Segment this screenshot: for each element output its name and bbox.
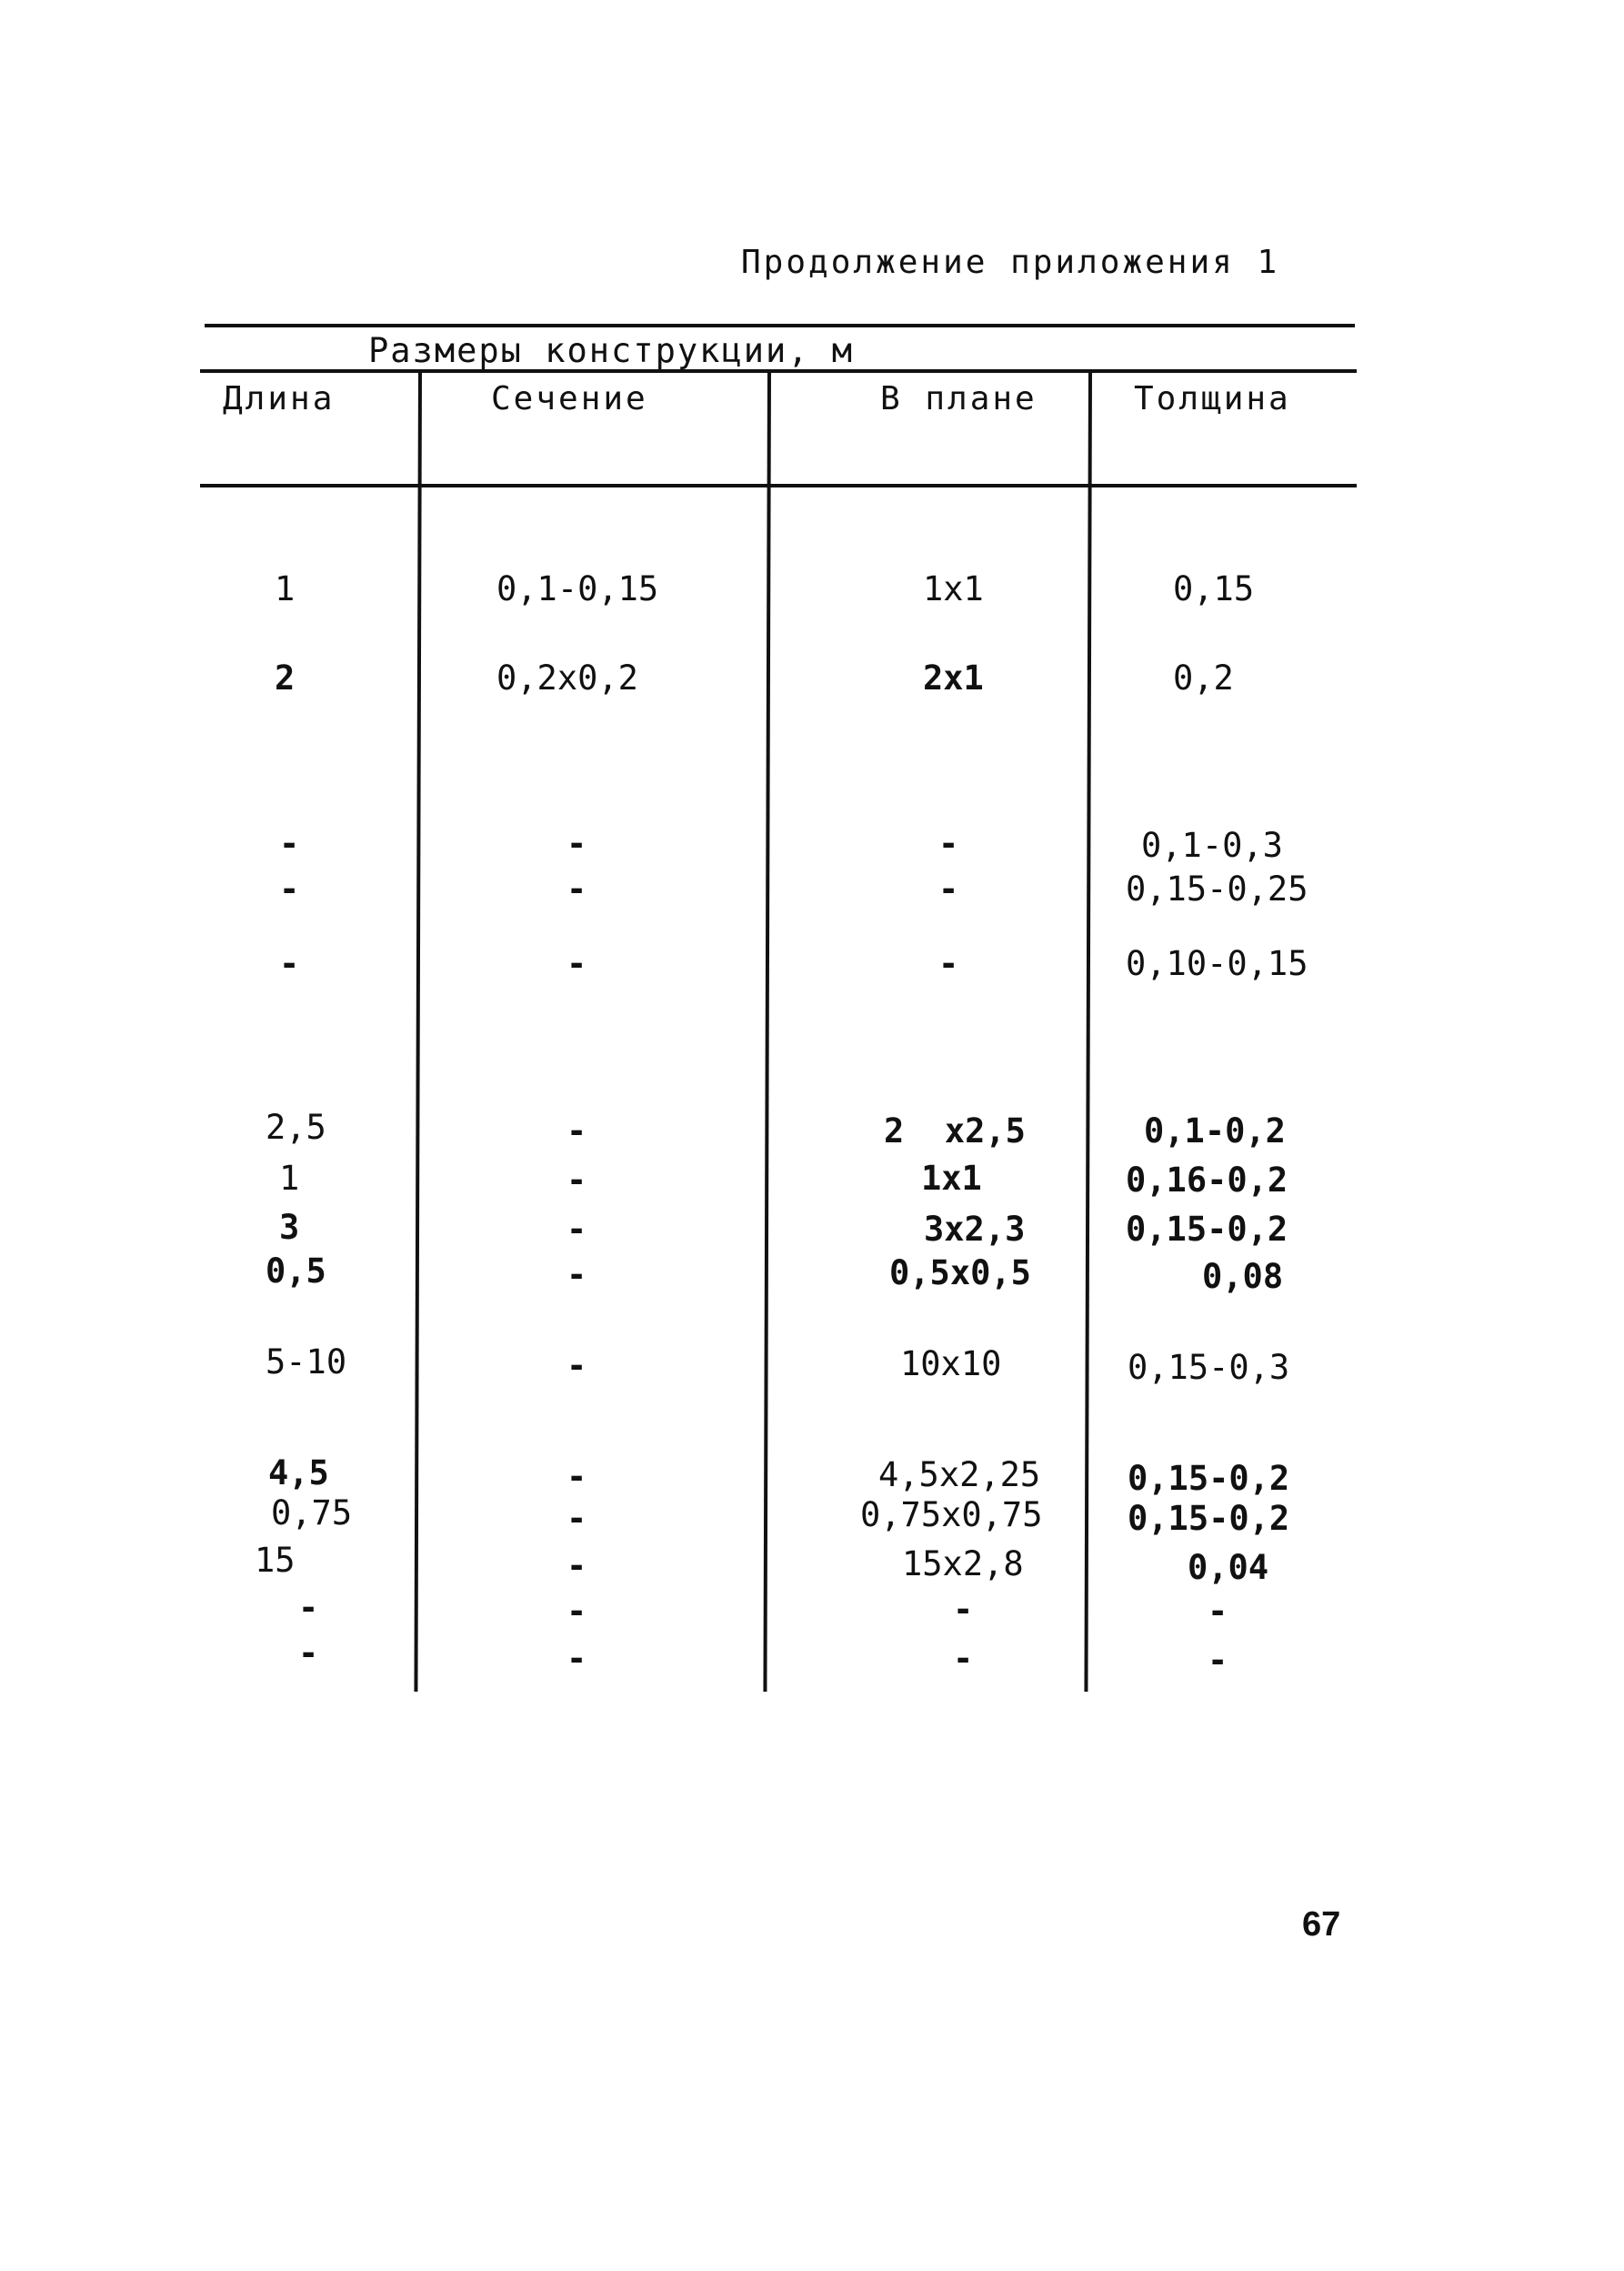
table-cell: - — [566, 1255, 587, 1294]
table-cell: 0,1-0,3 — [1141, 826, 1283, 865]
table-header-rule — [200, 484, 1357, 487]
table-cell: - — [566, 1592, 587, 1631]
table-cell: - — [298, 1633, 319, 1673]
table-cell: 0,2 — [1173, 658, 1234, 698]
table-cell: - — [566, 1210, 587, 1249]
table-cell: - — [566, 869, 587, 909]
page-number: 67 — [1302, 1905, 1341, 1944]
table-cell: 3 — [279, 1208, 300, 1247]
table-cell: 0,15-0,2 — [1128, 1499, 1290, 1538]
column-separator-3 — [1084, 373, 1092, 1692]
table-cell: - — [566, 1546, 587, 1585]
table-cell: - — [279, 944, 300, 983]
table-cell: - — [938, 824, 959, 863]
table-cell: 1 — [275, 569, 296, 608]
table-cell: 0,2x0,2 — [496, 658, 638, 698]
table-cell: 1 — [279, 1159, 300, 1198]
table-cell: 15x2,8 — [902, 1544, 1024, 1583]
table-cell: 1x1 — [923, 569, 984, 608]
table-cell: - — [566, 1499, 587, 1538]
table-top-rule — [205, 324, 1355, 327]
page-header: Продолжение приложения 1 — [741, 244, 1280, 281]
table-cell: 0,1-0,2 — [1144, 1111, 1286, 1151]
table-cell: 0,10-0,15 — [1126, 944, 1308, 983]
table-cell: 1x1 — [921, 1159, 982, 1198]
table-cell: 2 x2,5 — [884, 1111, 1026, 1151]
column-header-plan: В плане — [880, 380, 1038, 417]
table-cell: - — [566, 1161, 587, 1200]
table-cell: 3x2,3 — [924, 1210, 1026, 1249]
table-cell: 0,16-0,2 — [1126, 1161, 1288, 1200]
table-cell: - — [953, 1639, 974, 1678]
table-cell: 0,15-0,2 — [1128, 1459, 1290, 1498]
table-cell: - — [938, 869, 959, 909]
table-cell: 0,15 — [1173, 569, 1255, 608]
table-cell: - — [566, 1111, 587, 1151]
table-cell: 2,5 — [266, 1108, 326, 1147]
table-cell: 5-10 — [266, 1342, 347, 1382]
table-cell: - — [566, 1346, 587, 1385]
table-cell: 0,5x0,5 — [889, 1253, 1031, 1292]
table-cell: - — [953, 1590, 974, 1629]
column-separator-2 — [763, 373, 771, 1692]
table-cell: - — [1208, 1641, 1228, 1680]
table-cell: 0,5 — [266, 1251, 326, 1291]
table-cell: 4,5 — [268, 1453, 329, 1492]
table-cell: 0,15-0,25 — [1126, 869, 1308, 909]
table-cell: 0,04 — [1188, 1548, 1269, 1587]
table-cell: - — [279, 824, 300, 863]
column-separator-1 — [414, 373, 422, 1692]
table-cell: - — [279, 869, 300, 909]
table-cell: - — [298, 1588, 319, 1627]
table-cell: - — [566, 824, 587, 863]
column-header-thickness: Толщина — [1134, 380, 1291, 417]
table-cell: - — [1208, 1592, 1228, 1631]
table-cell: 0,15-0,2 — [1126, 1210, 1288, 1249]
table-cell: 2 — [275, 658, 296, 698]
column-header-section: Сечение — [491, 380, 648, 417]
table-cell: 10x10 — [900, 1344, 1002, 1383]
table-cell: 0,75x0,75 — [860, 1495, 1043, 1534]
table-cell: 4,5x2,25 — [878, 1455, 1041, 1494]
table-cell: 0,75 — [271, 1493, 353, 1532]
table-cell: - — [566, 1639, 587, 1678]
column-header-length: Длина — [223, 380, 336, 417]
table-cell: 0,15-0,3 — [1128, 1348, 1290, 1387]
table-cell: - — [938, 944, 959, 983]
table-group-title: Размеры конструкции, м — [368, 331, 855, 370]
table-cell: 15 — [255, 1541, 296, 1580]
table-cell: 2x1 — [923, 658, 984, 698]
table-cell: 0,08 — [1202, 1257, 1284, 1296]
table-cell: 0,1-0,15 — [496, 569, 659, 608]
table-cell: - — [566, 1457, 587, 1496]
table-cell: - — [566, 944, 587, 983]
